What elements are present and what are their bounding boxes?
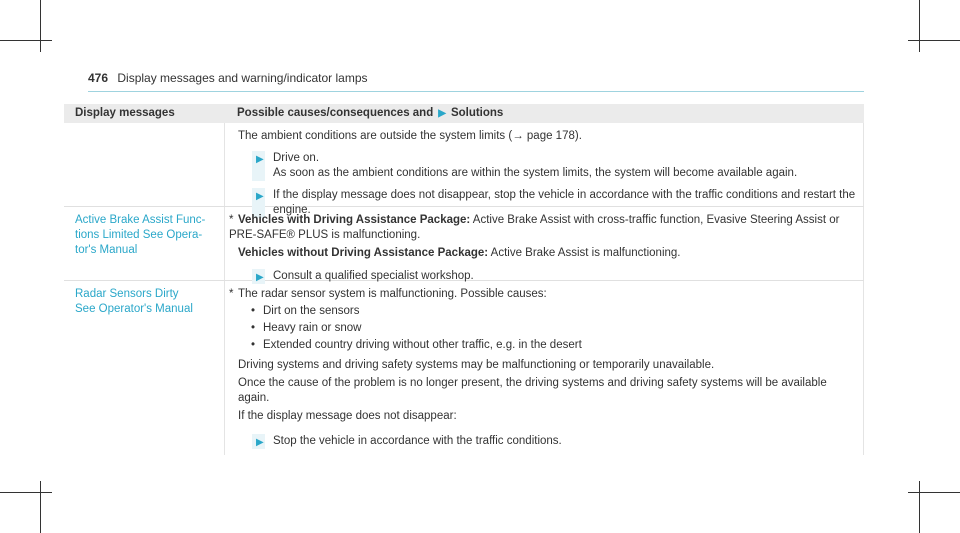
row-message: [64, 123, 224, 206]
action-text: If the display message does not disappear, stop the vehicle in accordance with the traffic conditions and restart the engine.: [273, 189, 856, 216]
crop-mark: [40, 481, 41, 533]
page-header: [88, 71, 368, 85]
crop-mark: [40, 0, 41, 52]
col-header-causes: [224, 106, 864, 121]
col-header-causes-text: Possible causes/consequences and: [237, 107, 434, 119]
list-item: [251, 321, 860, 336]
crop-mark: [0, 40, 52, 41]
action-step: [238, 151, 860, 181]
bullet-icon: •: [251, 305, 256, 317]
row-intro: The radar sensor system is malfunctioning. Possible causes:: [238, 288, 547, 300]
table-row: [64, 281, 864, 455]
row-solution: [224, 207, 864, 283]
arrow-right-icon: ▶: [256, 154, 264, 165]
row-solution: [224, 123, 864, 216]
row-intro: The ambient conditions are outside the system limits (→ page 178).: [238, 130, 582, 142]
condition-text: Active Brake Assist with cross-traffic function, Evasive Steering Assist or PRE-SAFE® PLUS is malfunctioning.: [229, 214, 840, 241]
paragraph: If the display message does not disappear:: [238, 410, 457, 422]
action-text: Consult a qualified specialist workshop.: [273, 270, 474, 282]
arrow-right-icon: ▶: [256, 272, 264, 283]
condition-label: Vehicles with Driving Assistance Package:: [238, 214, 471, 226]
footnote-star: *: [229, 214, 234, 226]
list-item: [251, 338, 860, 353]
footnote-star: *: [229, 288, 234, 300]
paragraph: Driving systems and driving safety systems may be malfunctioning or temporarily unavailable.: [238, 359, 715, 371]
list-item-text: Heavy rain or snow: [263, 322, 362, 334]
arrow-right-icon: ▶: [438, 108, 446, 119]
action-text: Stop the vehicle in accordance with the traffic conditions.: [273, 435, 562, 447]
crop-mark: [908, 40, 960, 41]
list-item-text: Extended country driving without other traffic, e.g. in the desert: [263, 339, 582, 351]
crop-mark: [919, 481, 920, 533]
table-header: [64, 104, 864, 123]
arrow-right-icon: ▶: [256, 191, 264, 202]
col-header-solutions-text: Solutions: [450, 107, 504, 119]
list-item-text: Dirt on the sensors: [263, 305, 360, 317]
action-text: Drive on.: [273, 152, 320, 164]
bullet-icon: •: [251, 322, 256, 334]
row-message: Radar Sensors Dirty See Operator's Manual: [75, 288, 193, 315]
table-row: [64, 123, 864, 216]
messages-table: [64, 104, 864, 455]
list-item: [251, 304, 860, 319]
bullet-icon: •: [251, 339, 256, 351]
arrow-right-icon: ▶: [256, 437, 264, 448]
row-message: Active Brake Assist Func-tions Limited See Opera-tor's Manual: [75, 214, 206, 256]
header-rule: [88, 91, 864, 92]
crop-mark: [908, 492, 960, 493]
action-step: [238, 434, 860, 449]
paragraph: Once the cause of the problem is no longer present, the driving systems and driving safety systems will be available again.: [238, 377, 827, 404]
crop-mark: [0, 492, 52, 493]
page-title: Display messages and warning/indicator lamps: [117, 71, 368, 85]
condition-label: Vehicles without Driving Assistance Package:: [238, 247, 489, 259]
condition-text: Active Brake Assist is malfunctioning.: [488, 247, 681, 259]
page-number: 476: [88, 71, 109, 85]
col-header-display-messages: Display messages: [75, 107, 175, 119]
crop-mark: [919, 0, 920, 52]
action-text: As soon as the ambient conditions are within the system limits, the system will become available again.: [273, 167, 798, 179]
table-row: [64, 207, 864, 281]
row-solution: [224, 281, 864, 455]
